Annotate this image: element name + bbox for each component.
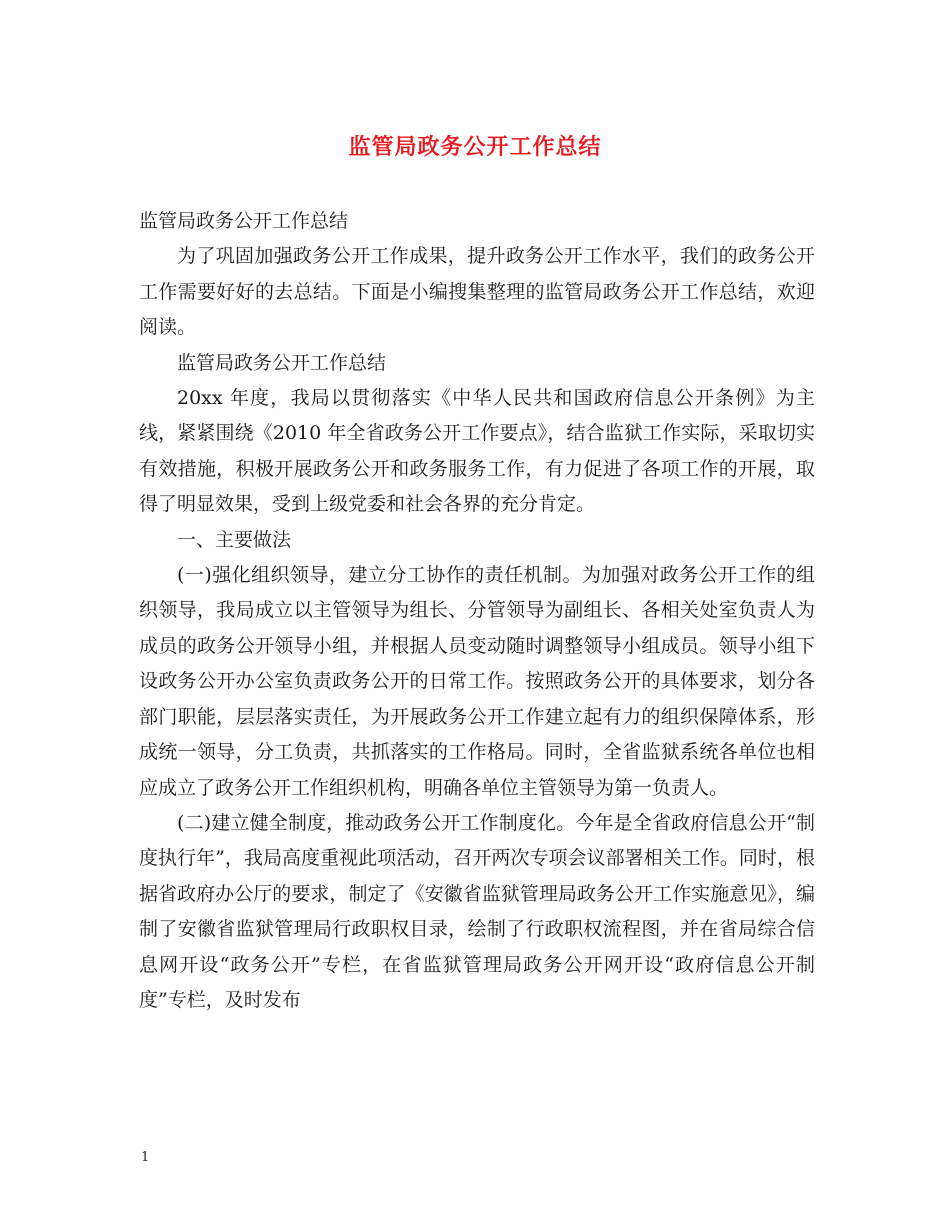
- paragraph-intro: 为了巩固加强政务公开工作成果，提升政务公开工作水平，我们的政务公开工作需要好好的去总结。下面是小编搜集整理的监管局政务公开工作总结，欢迎阅读。: [139, 245, 815, 339]
- document-body: [139, 204, 815, 1018]
- paragraph-subtitle: 监管局政务公开工作总结: [177, 351, 387, 374]
- paragraph-system-building: (二)建立健全制度，推动政务公开工作制度化。今年是全省政府信息公开“制度执行年”，我局高度重视此项活动，召开两次专项会议部署相关工作。同时，根据省政府办公厅的要求，制定了《安徽省监狱管理局政务公开工作实施意见》，编制了安徽省监狱管理局行政职权目录，绘制了行政职权流程图，并在省局综合信息网开设“政务公开”专栏，在省监狱管理局政务公开网开设“政府信息公开制度”专栏，及时发布: [139, 811, 815, 1011]
- paragraph-organization-leadership: (一)强化组织领导，建立分工协作的责任机制。为加强对政务公开工作的组织领导，我局成立以主管领导为组长、分管领导为副组长、各相关处室负责人为成员的政务公开领导小组，并根据人员变动随时调整领导小组成员。领导小组下设政务公开办公室负责政务公开的日常工作。按照政务公开的具体要求，划分各部门职能，层层落实责任，为开展政务公开工作建立起有力的组织保障体系，形成统一领导，分工负责，共抓落实的工作格局。同时，全省监狱系统各单位也相应成立了政务公开工作组织机构，明确各单位主管领导为第一负责人。: [139, 564, 815, 799]
- page-number: 1: [141, 1150, 150, 1165]
- paragraph-overview: 20xx 年度，我局以贯彻落实《中华人民共和国政府信息公开条例》为主线，紧紧围绕《2010 年全省政务公开工作要点》，结合监狱工作实际，采取切实有效措施，积极开展政务公开和政务服务工作，有力促进了各项工作的开展，取得了明显效果，受到上级党委和社会各界的充分肯定。: [139, 387, 815, 516]
- section-heading-main-practices: 一、主要做法: [177, 528, 292, 551]
- document-title: 监管局政务公开工作总结: [348, 135, 602, 160]
- paragraph-heading: 监管局政务公开工作总结: [139, 210, 349, 232]
